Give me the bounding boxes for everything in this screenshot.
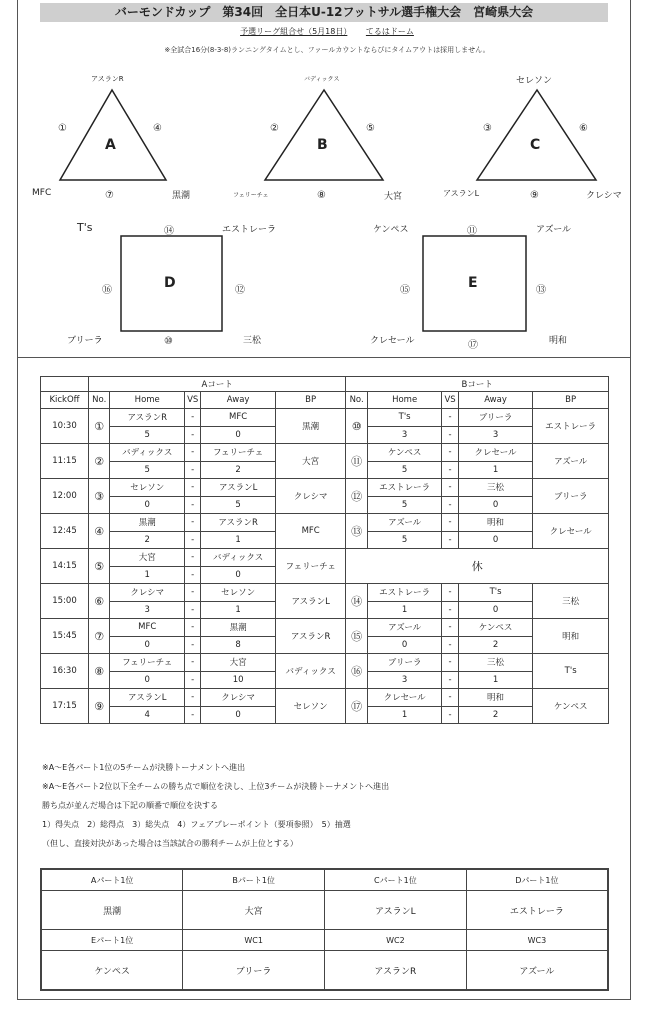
home-score: 0 (367, 636, 442, 654)
group-e-bottom-right: 明和 (549, 336, 568, 346)
vs-dash: - (442, 601, 458, 619)
vs-dash: - (442, 426, 458, 444)
away-score: 1 (201, 601, 276, 619)
kickoff-time: 14:15 (41, 549, 89, 584)
vs-dash: - (442, 636, 458, 654)
away-team: MFC (201, 409, 276, 427)
vs-dash: - (185, 461, 201, 479)
match-number: ⑩ (346, 409, 367, 444)
match-row (41, 444, 609, 462)
kickoff-time: 15:45 (41, 619, 89, 654)
match-number: ⑭ (346, 584, 367, 619)
away-team: バディックス (201, 549, 276, 567)
vs-dash: - (442, 584, 458, 602)
vs-dash: - (185, 496, 201, 514)
kickoff-time: 15:00 (41, 584, 89, 619)
match-row (41, 479, 609, 497)
rank-value-cell: 大宮 (183, 891, 325, 930)
group-a-match-bottom: ⑦ (105, 190, 114, 201)
vs-dash: - (185, 619, 201, 637)
home-score: 1 (367, 601, 442, 619)
bp-team: ブリーラ (533, 479, 609, 514)
match-row (41, 689, 609, 707)
rule-note: ※全試合16分(8-3-8)ランニングタイムとし、ファールカウントならびにタイムアウトは採用しません。 (164, 46, 490, 54)
group-b-match-bottom: ⑧ (317, 190, 326, 201)
away-team: セレソン (201, 584, 276, 602)
away-score: 0 (201, 706, 276, 724)
schedule-table (40, 376, 609, 724)
rank-header-cell: WC2 (325, 930, 467, 951)
group-d-top-left: T's (77, 221, 93, 234)
no-header: No. (89, 392, 110, 409)
group-b-match-left: ② (270, 123, 279, 134)
home-score: 0 (110, 671, 185, 689)
match-number: ④ (89, 514, 110, 549)
match-number: ⑨ (89, 689, 110, 724)
page-title: バーモンドカップ 第34回 全日本U-12フットサル選手権大会 宮崎県大会 (40, 3, 608, 22)
away-score: 8 (201, 636, 276, 654)
home-score: 4 (110, 706, 185, 724)
group-c-match-bottom: ⑨ (530, 190, 539, 201)
rank-value-row (41, 951, 608, 991)
away-score: 2 (458, 706, 533, 724)
kickoff-time: 16:30 (41, 654, 89, 689)
bp-team: ケンペス (533, 689, 609, 724)
vs-dash: - (185, 706, 201, 724)
home-score: 1 (110, 566, 185, 584)
triangle-c (477, 90, 596, 180)
kickoff-time: 12:00 (41, 479, 89, 514)
away-score: 0 (201, 566, 276, 584)
match-number: ⑧ (89, 654, 110, 689)
vs-dash: - (442, 496, 458, 514)
court-a-header: Aコート (89, 377, 346, 392)
corner-cell (41, 377, 89, 392)
home-team: ブリーラ (367, 654, 442, 672)
group-c-left: アスランL (443, 189, 480, 198)
vs-dash: - (442, 461, 458, 479)
vs-dash: - (442, 706, 458, 724)
schedule-body (41, 409, 609, 724)
column-header-row (41, 392, 609, 409)
away-score: 0 (458, 601, 533, 619)
rank-value-cell: アズール (466, 951, 608, 991)
home-score: 5 (367, 461, 442, 479)
vs-dash: - (185, 689, 201, 707)
rank-value-cell: エストレーラ (466, 891, 608, 930)
rank-header-cell: Cパート1位 (325, 869, 467, 891)
group-c-letter: C (530, 137, 541, 153)
match-row (41, 409, 609, 427)
group-d-match-left: ⑯ (102, 285, 112, 296)
rank-value-row (41, 891, 608, 930)
bp-team: バディックス (275, 654, 345, 689)
match-row (41, 514, 609, 532)
vs-dash: - (185, 479, 201, 497)
home-score: 5 (110, 426, 185, 444)
match-row (41, 549, 609, 567)
kickoff-time: 17:15 (41, 689, 89, 724)
group-e-match-bottom: ⑰ (468, 340, 478, 351)
vs-dash: - (185, 444, 201, 462)
subtitle-venue: てるはドーム (365, 27, 414, 36)
vs-dash: - (185, 409, 201, 427)
home-team: ケンペス (367, 444, 442, 462)
match-number: ⑫ (346, 479, 367, 514)
group-c-match-left: ③ (483, 123, 492, 134)
kickoff-time: 12:45 (41, 514, 89, 549)
court-header-row (41, 377, 609, 392)
away-score: 10 (201, 671, 276, 689)
home-score: 3 (367, 671, 442, 689)
vs-dash: - (185, 654, 201, 672)
match-number: ⑦ (89, 619, 110, 654)
vs-dash: - (185, 671, 201, 689)
vs-dash: - (185, 636, 201, 654)
home-team: クレセール (367, 689, 442, 707)
away-score: 2 (201, 461, 276, 479)
away-team: ケンペス (458, 619, 533, 637)
away-score: 1 (201, 531, 276, 549)
away-score: 0 (458, 496, 533, 514)
rank-header-cell: WC3 (466, 930, 608, 951)
bp-header: BP (533, 392, 609, 409)
vs-header: VS (185, 392, 201, 409)
bp-team: MFC (275, 514, 345, 549)
home-header: Home (367, 392, 442, 409)
group-b-top: バディックス (304, 76, 340, 83)
vs-dash: - (185, 514, 201, 532)
vs-dash: - (442, 531, 458, 549)
home-team: アスランR (110, 409, 185, 427)
vs-dash: - (442, 619, 458, 637)
away-team: アスランR (201, 514, 276, 532)
home-score: 2 (110, 531, 185, 549)
away-score: 5 (201, 496, 276, 514)
group-e-letter: E (468, 275, 478, 291)
home-team: アズール (367, 514, 442, 532)
match-number: ⑬ (346, 514, 367, 549)
home-score: 0 (110, 496, 185, 514)
home-score: 3 (110, 601, 185, 619)
rank-header-cell: WC1 (183, 930, 325, 951)
home-team: アズール (367, 619, 442, 637)
group-e-bottom-left: クレセール (370, 336, 415, 346)
rank-header-cell: Aパート1位 (41, 869, 183, 891)
bp-team: 黒潮 (275, 409, 345, 444)
rank-header-row (41, 930, 608, 951)
home-team: クレシマ (110, 584, 185, 602)
away-score: 1 (458, 461, 533, 479)
match-number: ⑮ (346, 619, 367, 654)
home-header: Home (110, 392, 185, 409)
triangle-b (265, 90, 383, 180)
home-score: 5 (110, 461, 185, 479)
home-score: 5 (367, 496, 442, 514)
group-c-right: クレシマ (586, 191, 622, 201)
away-header: Away (201, 392, 276, 409)
bp-team: アズール (533, 444, 609, 479)
bp-team: 明和 (533, 619, 609, 654)
group-c-match-right: ⑥ (579, 123, 588, 134)
vs-dash: - (442, 671, 458, 689)
kickoff-time: 10:30 (41, 409, 89, 444)
vs-dash: - (442, 654, 458, 672)
note-line: （但し、直接対決があった場合は当該試合の勝利チームが上位とする） (42, 839, 298, 848)
rank-value-cell: ブリーラ (183, 951, 325, 991)
group-c-top: セレソン (516, 76, 553, 86)
rank-header-cell: Eパート1位 (41, 930, 183, 951)
home-team: セレソン (110, 479, 185, 497)
away-team: 明和 (458, 514, 533, 532)
match-number: ⑤ (89, 549, 110, 584)
group-a-left: MFC (32, 188, 52, 198)
note-line: 1）得失点 2）総得点 3）総失点 4）フェアプレーポイント（要項参照） 5）抽選 (42, 820, 351, 829)
group-d-top-right: エストレーラ (222, 225, 277, 235)
home-team: 大宮 (110, 549, 185, 567)
match-number: ⑥ (89, 584, 110, 619)
vs-dash: - (442, 479, 458, 497)
triangle-a (60, 90, 166, 180)
vs-dash: - (442, 514, 458, 532)
bp-team: エストレーラ (533, 409, 609, 444)
rank-table (40, 868, 609, 991)
match-number: ⑰ (346, 689, 367, 724)
home-team: エストレーラ (367, 584, 442, 602)
court-b-header: Bコート (346, 377, 609, 392)
bp-team: セレソン (275, 689, 345, 724)
court-b-rest: 休 (346, 549, 609, 584)
rank-header-cell: Dパート1位 (466, 869, 608, 891)
group-d-match-top: ⑭ (164, 226, 174, 237)
group-e-match-top: ⑪ (467, 226, 477, 237)
vs-dash: - (185, 566, 201, 584)
match-row (41, 584, 609, 602)
home-team: アスランL (110, 689, 185, 707)
rank-header-cell: Bパート1位 (183, 869, 325, 891)
group-b-left: フェリーチェ (233, 192, 269, 199)
away-team: 明和 (458, 689, 533, 707)
group-e-top-left: ケンペス (373, 225, 409, 235)
kickoff-header: KickOff (41, 392, 89, 409)
no-header: No. (346, 392, 367, 409)
match-number: ① (89, 409, 110, 444)
match-row (41, 654, 609, 672)
notes-block (42, 758, 389, 853)
note-line: ※A～E各パート2位以下全チームの勝ち点で順位を決し、上位3チームが決勝トーナメントへ進出 (42, 782, 390, 791)
subtitle-date: 予選リーグ組合せ（5月18日） (240, 27, 348, 36)
home-score: 0 (110, 636, 185, 654)
group-a-letter: A (105, 137, 116, 153)
group-e-match-left: ⑮ (400, 285, 410, 296)
home-team: エストレーラ (367, 479, 442, 497)
bp-team: 三松 (533, 584, 609, 619)
group-d-bottom-right: 三松 (243, 336, 262, 346)
home-team: バディックス (110, 444, 185, 462)
rank-header-row (41, 869, 608, 891)
away-team: 三松 (458, 479, 533, 497)
bp-team: クレセール (533, 514, 609, 549)
home-team: MFC (110, 619, 185, 637)
away-team: ブリーラ (458, 409, 533, 427)
away-header: Away (458, 392, 533, 409)
rank-value-cell: アスランR (325, 951, 467, 991)
note-line: 勝ち点が並んだ場合は下記の順番で順位を決する (42, 801, 218, 810)
vs-dash: - (185, 584, 201, 602)
group-d-bottom-left: ブリーラ (67, 336, 103, 346)
away-score: 3 (458, 426, 533, 444)
home-score: 3 (367, 426, 442, 444)
away-team: フェリーチェ (201, 444, 276, 462)
away-team: クレセール (458, 444, 533, 462)
away-team: 三松 (458, 654, 533, 672)
away-team: 大宮 (201, 654, 276, 672)
away-team: クレシマ (201, 689, 276, 707)
vs-dash: - (442, 689, 458, 707)
home-team: フェリーチェ (110, 654, 185, 672)
group-d-match-bottom: ⑩ (164, 336, 173, 347)
group-b-right: 大宮 (384, 192, 403, 202)
away-score: 0 (458, 531, 533, 549)
rank-value-cell: アスランL (325, 891, 467, 930)
kickoff-time: 11:15 (41, 444, 89, 479)
rank-value-cell: 黒潮 (41, 891, 183, 930)
away-team: アスランL (201, 479, 276, 497)
group-b-match-right: ⑤ (366, 123, 375, 134)
home-team: 黒潮 (110, 514, 185, 532)
home-score: 5 (367, 531, 442, 549)
group-e-top-right: アズール (536, 225, 572, 235)
note-line: ※A～E各パート1位の5チームが決勝トーナメントへ進出 (42, 763, 246, 772)
vs-dash: - (442, 409, 458, 427)
bp-team: T's (533, 654, 609, 689)
group-a-top: アスランR (91, 75, 124, 83)
group-a-right: 黒潮 (172, 191, 191, 201)
group-b-letter: B (317, 137, 328, 153)
away-score: 0 (201, 426, 276, 444)
bp-team: アスランR (275, 619, 345, 654)
group-d-letter: D (164, 275, 176, 291)
bp-team: フェリーチェ (275, 549, 345, 584)
away-team: T's (458, 584, 533, 602)
home-team: T's (367, 409, 442, 427)
bp-team: 大宮 (275, 444, 345, 479)
bp-team: アスランL (275, 584, 345, 619)
vs-dash: - (185, 426, 201, 444)
bp-header: BP (275, 392, 345, 409)
away-score: 1 (458, 671, 533, 689)
group-d-match-right: ⑫ (235, 285, 245, 296)
bp-team: クレシマ (275, 479, 345, 514)
vs-dash: - (442, 444, 458, 462)
rank-value-cell: ケンペス (41, 951, 183, 991)
match-number: ③ (89, 479, 110, 514)
match-number: ⑪ (346, 444, 367, 479)
vs-dash: - (185, 531, 201, 549)
away-score: 2 (458, 636, 533, 654)
match-row (41, 619, 609, 637)
group-a-match-left: ① (58, 123, 67, 134)
vs-dash: - (185, 601, 201, 619)
section-divider (17, 357, 631, 358)
home-score: 1 (367, 706, 442, 724)
vs-dash: - (185, 549, 201, 567)
group-e-match-right: ⑬ (536, 285, 546, 296)
group-diagram (0, 0, 654, 360)
away-team: 黒潮 (201, 619, 276, 637)
match-number: ② (89, 444, 110, 479)
match-number: ⑯ (346, 654, 367, 689)
vs-header: VS (442, 392, 458, 409)
group-a-match-right: ④ (153, 123, 162, 134)
